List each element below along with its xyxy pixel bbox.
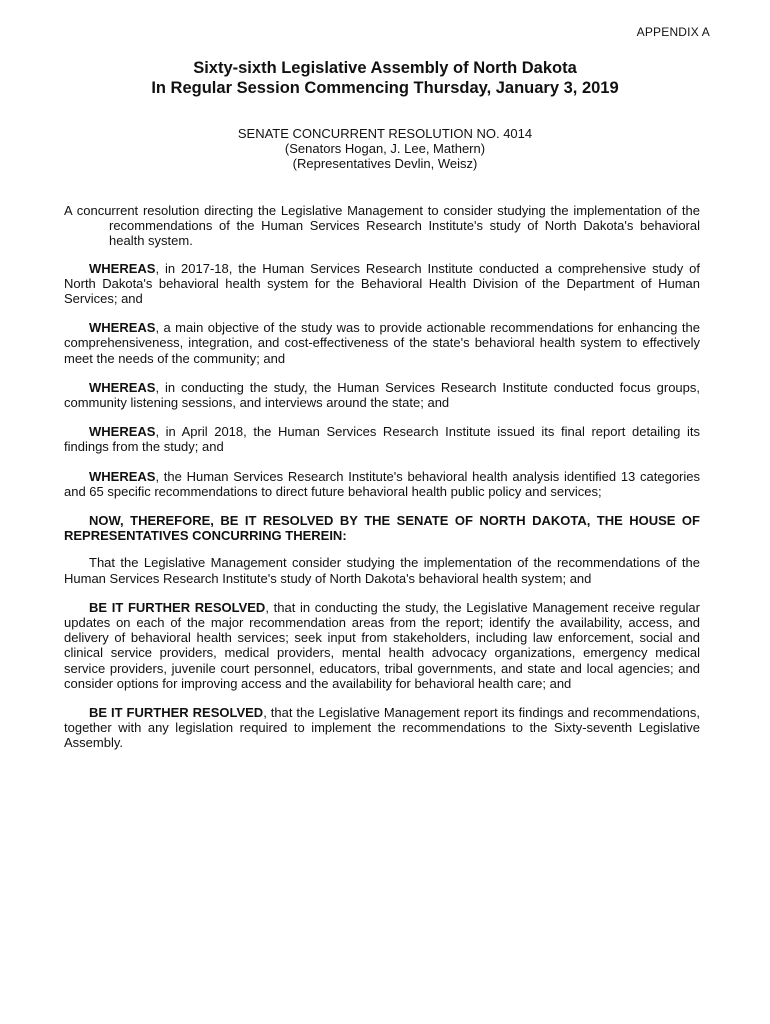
whereas-lead: WHEREAS — [89, 260, 156, 276]
resolution-number: SENATE CONCURRENT RESOLUTION NO. 4014 — [237, 126, 533, 141]
whereas-paragraph — [64, 424, 700, 454]
further-resolved-lead: BE IT FURTHER RESOLVED — [89, 599, 266, 615]
title-line-1: Sixty-sixth Legislative Assembly of North Dakota — [193, 59, 577, 77]
resolution-body — [64, 203, 700, 765]
intro-paragraph: A concurrent resolution directing the Legislative Management to consider studying the implementation of the recommendations of the Human Services Research Institute's study of North Dakota's behavioral health system. — [64, 203, 700, 249]
resolution-header — [0, 126, 770, 171]
further-resolved-text: , that in conducting the study, the Legislative Management receive regular updates on each of the major recommendation areas from the report; identify the availability, access, and delivery of behavioral health services; seek input from stakeholders, including law enforcement, social and clinical service providers, medical providers, mental health advocacy organizations, emergency medical service providers, juvenile court personnel, educators, tribal governments, and state and local agencies; and consider options for improving access and the availability for behavioral health care; and — [64, 599, 700, 691]
further-resolved-paragraph — [64, 600, 700, 691]
resolved-heading-text: NOW, THEREFORE, BE IT RESOLVED BY THE SENATE OF NORTH DAKOTA, THE HOUSE OF REPRESENTATIVES CONCURRING THEREIN: — [64, 513, 700, 544]
whereas-paragraph — [64, 380, 700, 410]
whereas-lead: WHEREAS — [89, 424, 156, 440]
resolution-representatives: (Representatives Devlin, Weisz) — [292, 156, 478, 171]
whereas-lead: WHEREAS — [89, 468, 156, 484]
whereas-paragraph — [64, 469, 700, 499]
title-line-2: In Regular Session Commencing Thursday, January 3, 2019 — [151, 79, 619, 97]
resolution-senators: (Senators Hogan, J. Lee, Mathern) — [284, 141, 486, 156]
further-resolved-text: , that the Legislative Management report its findings and recommendations, together with any legislation required to implement the recommendations to the Sixty-seventh Legislative Assembly. — [64, 705, 700, 751]
whereas-lead: WHEREAS — [89, 320, 156, 336]
whereas-text: , a main objective of the study was to provide actionable recommendations for enhancing the comprehensiveness, integration, and cost-effectiveness of the state's behavioral health system to effectively meet the needs of the community; and — [64, 320, 700, 366]
appendix-label: APPENDIX A — [636, 25, 710, 39]
whereas-lead: WHEREAS — [89, 379, 156, 395]
whereas-text: , in conducting the study, the Human Services Research Institute conducted focus groups, community listening sessions, and interviews around the state; and — [64, 379, 700, 411]
further-resolved-paragraph — [64, 705, 700, 751]
whereas-text: , in April 2018, the Human Services Research Institute issued its final report detailing its findings from the study; and — [64, 424, 700, 455]
whereas-text: , the Human Services Research Institute's behavioral health analysis identified 13 categories and 65 specific recommendations to direct future behavioral health public policy and services; — [64, 468, 700, 499]
whereas-paragraph — [64, 320, 700, 366]
whereas-paragraph — [64, 261, 700, 307]
resolved-heading — [64, 513, 700, 543]
whereas-text: , in 2017-18, the Human Services Research Institute conducted a comprehensive study of North Dakota's behavioral health system for the Behavioral Health Division of the Department of Human Services; and — [64, 260, 700, 307]
document-title — [0, 58, 770, 98]
further-resolved-lead: BE IT FURTHER RESOLVED — [89, 705, 264, 721]
resolved-paragraph: That the Legislative Management consider studying the implementation of the recommendations of the Human Services Research Institute's study of North Dakota's behavioral health system; and — [64, 555, 700, 586]
